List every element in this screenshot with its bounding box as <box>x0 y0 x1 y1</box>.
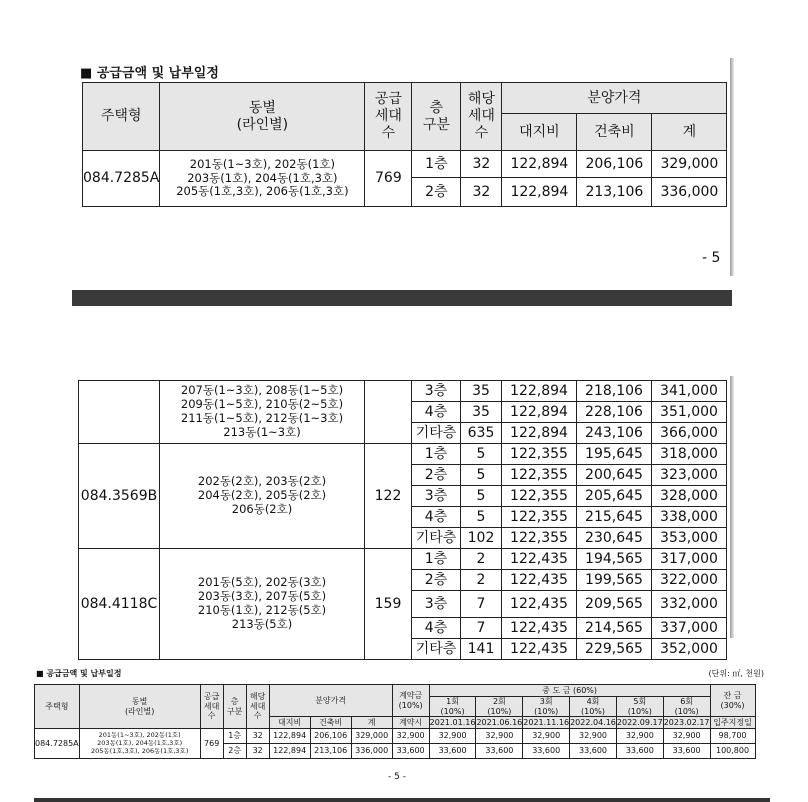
installment-cell: 32,900 <box>523 729 570 744</box>
header-installment-4: 4회 (10%) <box>570 697 617 717</box>
building-cell: 206,106 <box>310 729 351 744</box>
floor-cell: 1층 <box>412 151 461 178</box>
land-cell: 122,435 <box>502 639 577 660</box>
land-cell: 122,355 <box>502 465 577 486</box>
header-installment-1: 1회 (10%) <box>429 697 476 717</box>
building-cell: 214,565 <box>577 618 652 639</box>
housing-type-cell: 084.3569B <box>79 444 160 549</box>
land-cell: 122,894 <box>502 402 577 423</box>
middle-page-snippet <box>74 376 730 657</box>
building-cell: 194,565 <box>577 549 652 570</box>
floor-cell: 1층 <box>412 444 461 465</box>
units-cell: 5 <box>461 465 502 486</box>
header-balance-date: 입주지정일 <box>710 717 755 729</box>
floor-cell: 4층 <box>412 618 461 639</box>
total-cell: 337,000 <box>652 618 727 639</box>
units-cell: 5 <box>461 507 502 528</box>
housing-type-cell: 084.7285A <box>83 151 160 207</box>
units-cell: 32 <box>246 744 269 759</box>
header-total: 계 <box>351 717 392 729</box>
header-installment-3: 3회 (10%) <box>523 697 570 717</box>
header-installment-6: 6회 (10%) <box>663 697 710 717</box>
building-cell: 206,106 <box>577 151 652 178</box>
header-installment-2: 2회 (10%) <box>476 697 523 717</box>
housing-type-cell: 084.4118C <box>79 549 160 660</box>
units-cell: 7 <box>461 618 502 639</box>
header-sale-price: 분양가격 <box>502 83 727 114</box>
installment-cell: 33,600 <box>476 744 523 759</box>
housing-type-cell <box>79 381 160 444</box>
floor-cell: 3층 <box>412 381 461 402</box>
installment-cell: 32,900 <box>616 729 663 744</box>
floor-cell: 2층 <box>412 570 461 591</box>
header-middle-payment: 중 도 금 (60%) <box>429 685 710 697</box>
units-cell: 102 <box>461 528 502 549</box>
header-floor: 층 구분 <box>223 685 246 729</box>
land-cell: 122,355 <box>502 507 577 528</box>
total-cell: 322,000 <box>652 570 727 591</box>
floor-cell: 기타층 <box>412 639 461 660</box>
land-cell: 122,894 <box>502 423 577 444</box>
installment-date: 2021.06.16 <box>476 717 523 727</box>
bottom-page-snippet <box>34 664 770 802</box>
floor-cell: 4층 <box>412 507 461 528</box>
building-cell: 205,645 <box>577 486 652 507</box>
page-number-small: - 5 - <box>388 772 406 782</box>
land-cell: 122,435 <box>502 549 577 570</box>
units-cell: 7 <box>461 591 502 618</box>
header-installment-5: 5회 (10%) <box>616 697 663 717</box>
header-dong: 동별 (라인별) <box>79 685 200 729</box>
header-balance: 잔 금 (30%) <box>710 685 755 717</box>
land-cell: 122,894 <box>502 178 577 207</box>
building-cell: 199,565 <box>577 570 652 591</box>
section-title-small: ■ 공급금액 및 납부일정 <box>36 669 122 678</box>
contract-cell: 32,900 <box>392 729 429 744</box>
total-cell: 341,000 <box>652 381 727 402</box>
units-cell: 2 <box>461 549 502 570</box>
land-cell: 122,355 <box>502 444 577 465</box>
land-cell: 122,435 <box>502 570 577 591</box>
land-cell: 122,894 <box>502 381 577 402</box>
units-cell: 635 <box>461 423 502 444</box>
page-divider-band <box>72 290 732 306</box>
header-applicable-units: 해당 세대 수 <box>246 685 269 729</box>
installment-date: 2022.04.16 <box>570 717 616 727</box>
building-cell: 229,565 <box>577 639 652 660</box>
installment-cell: 33,600 <box>570 744 617 759</box>
building-cell: 228,106 <box>577 402 652 423</box>
floor-cell: 기타층 <box>412 423 461 444</box>
header-floor: 층 구분 <box>412 83 461 151</box>
total-cell: 336,000 <box>652 178 727 207</box>
units-cell: 32 <box>461 151 502 178</box>
installment-date: 2021.01.16 <box>429 717 476 727</box>
total-cell: 332,000 <box>652 591 727 618</box>
bottom-border <box>34 798 770 802</box>
installment-cell: 33,600 <box>523 744 570 759</box>
installment-cell: 32,900 <box>476 729 523 744</box>
header-housing-type: 주택형 <box>83 83 160 151</box>
supply-price-table-top <box>82 82 727 207</box>
header-sale-price: 분양가격 <box>269 685 392 717</box>
building-cell: 215,645 <box>577 507 652 528</box>
units-cell: 32 <box>246 729 269 744</box>
building-cell: 243,106 <box>577 423 652 444</box>
dong-cell: 207동(1~3호), 208동(1~5호) 209동(1~5호), 210동(2~5호) 211동(1~5호), 212동(1~3호) 213동(1~3호) <box>160 381 365 444</box>
supply-cell: 769 <box>365 151 412 207</box>
total-cell: 328,000 <box>652 486 727 507</box>
contract-cell: 33,600 <box>392 744 429 759</box>
top-page-snippet <box>78 58 730 276</box>
dong-cell: 201동(1~3호), 202동(1호) 203동(1호), 204동(1호,3호) 205동(1호,3호), 206동(1호,3호) <box>160 151 365 207</box>
total-cell: 329,000 <box>351 729 392 744</box>
total-cell: 366,000 <box>652 423 727 444</box>
dong-cell: 201동(5호), 202동(3호) 203동(3호), 207동(5호) 210동(1호), 212동(5호) 213동(5호) <box>160 549 365 660</box>
floor-cell: 2층 <box>223 744 246 759</box>
total-cell: 351,000 <box>652 402 727 423</box>
header-dong: 동별 (라인별) <box>160 83 365 151</box>
floor-cell: 4층 <box>412 402 461 423</box>
header-supply-units: 공급 세대 수 <box>365 83 412 151</box>
floor-cell: 2층 <box>412 178 461 207</box>
building-cell: 230,645 <box>577 528 652 549</box>
building-cell: 213,106 <box>577 178 652 207</box>
building-cell: 213,106 <box>310 744 351 759</box>
total-cell: 323,000 <box>652 465 727 486</box>
land-cell: 122,894 <box>269 729 310 744</box>
total-cell: 329,000 <box>652 151 727 178</box>
supply-price-table-full <box>34 684 756 759</box>
total-cell: 338,000 <box>652 507 727 528</box>
housing-type-cell: 084.7285A <box>35 729 80 759</box>
land-cell: 122,355 <box>502 486 577 507</box>
land-cell: 122,435 <box>502 591 577 618</box>
units-cell: 2 <box>461 570 502 591</box>
supply-cell <box>365 381 412 444</box>
land-cell: 122,894 <box>502 151 577 178</box>
land-cell: 122,435 <box>502 618 577 639</box>
units-cell: 5 <box>461 444 502 465</box>
header-total: 계 <box>652 114 727 151</box>
unit-note: (단위: ㎡, 천원) <box>708 669 764 678</box>
units-cell: 35 <box>461 381 502 402</box>
section-title: ■ 공급금액 및 납부일정 <box>80 66 219 81</box>
balance-cell: 100,800 <box>710 744 755 759</box>
land-cell: 122,894 <box>269 744 310 759</box>
floor-cell: 3층 <box>412 591 461 618</box>
header-land: 대지비 <box>269 717 310 729</box>
installment-date: 2023.02.17 <box>663 717 710 727</box>
supply-cell: 159 <box>365 549 412 660</box>
units-cell: 35 <box>461 402 502 423</box>
supply-cell: 122 <box>365 444 412 549</box>
installment-cell: 33,600 <box>429 744 476 759</box>
header-housing-type: 주택형 <box>35 685 80 729</box>
land-cell: 122,355 <box>502 528 577 549</box>
header-contract: 계약금 (10%) <box>392 685 429 717</box>
panel-shadow <box>730 58 734 276</box>
total-cell: 318,000 <box>652 444 727 465</box>
floor-cell: 3층 <box>412 486 461 507</box>
total-cell: 353,000 <box>652 528 727 549</box>
total-cell: 317,000 <box>652 549 727 570</box>
panel-shadow <box>730 376 734 638</box>
installment-cell: 32,900 <box>570 729 617 744</box>
balance-cell: 98,700 <box>710 729 755 744</box>
building-cell: 200,645 <box>577 465 652 486</box>
total-cell: 336,000 <box>351 744 392 759</box>
header-supply-units: 공급 세대 수 <box>200 685 223 729</box>
header-contract-time: 계약시 <box>392 717 429 729</box>
floor-cell: 1층 <box>412 549 461 570</box>
units-cell: 141 <box>461 639 502 660</box>
header-applicable-units: 해당 세대 수 <box>461 83 502 151</box>
installment-cell: 33,600 <box>663 744 710 759</box>
building-cell: 209,565 <box>577 591 652 618</box>
units-cell: 5 <box>461 486 502 507</box>
header-building: 건축비 <box>577 114 652 151</box>
units-cell: 32 <box>461 178 502 207</box>
building-cell: 195,645 <box>577 444 652 465</box>
header-building: 건축비 <box>310 717 351 729</box>
building-cell: 218,106 <box>577 381 652 402</box>
floor-cell: 1층 <box>223 729 246 744</box>
installment-cell: 33,600 <box>616 744 663 759</box>
installment-date: 2021.11.16 <box>523 717 570 727</box>
page-number: - 5 <box>702 250 721 266</box>
dong-cell: 202동(2호), 203동(2호) 204동(2호), 205동(2호) 206동(2호) <box>160 444 365 549</box>
total-cell: 352,000 <box>652 639 727 660</box>
installment-date: 2022.09.17 <box>616 717 663 727</box>
header-land: 대지비 <box>502 114 577 151</box>
supply-price-table-middle <box>78 380 727 660</box>
installment-cell: 32,900 <box>429 729 476 744</box>
installment-cell: 32,900 <box>663 729 710 744</box>
dong-cell: 201동(1~3호), 202동(1호) 203동(1호), 204동(1호,3호) 205동(1호,3호), 206동(1호,3호) <box>79 729 200 759</box>
floor-cell: 2층 <box>412 465 461 486</box>
supply-cell: 769 <box>200 729 223 759</box>
floor-cell: 기타층 <box>412 528 461 549</box>
